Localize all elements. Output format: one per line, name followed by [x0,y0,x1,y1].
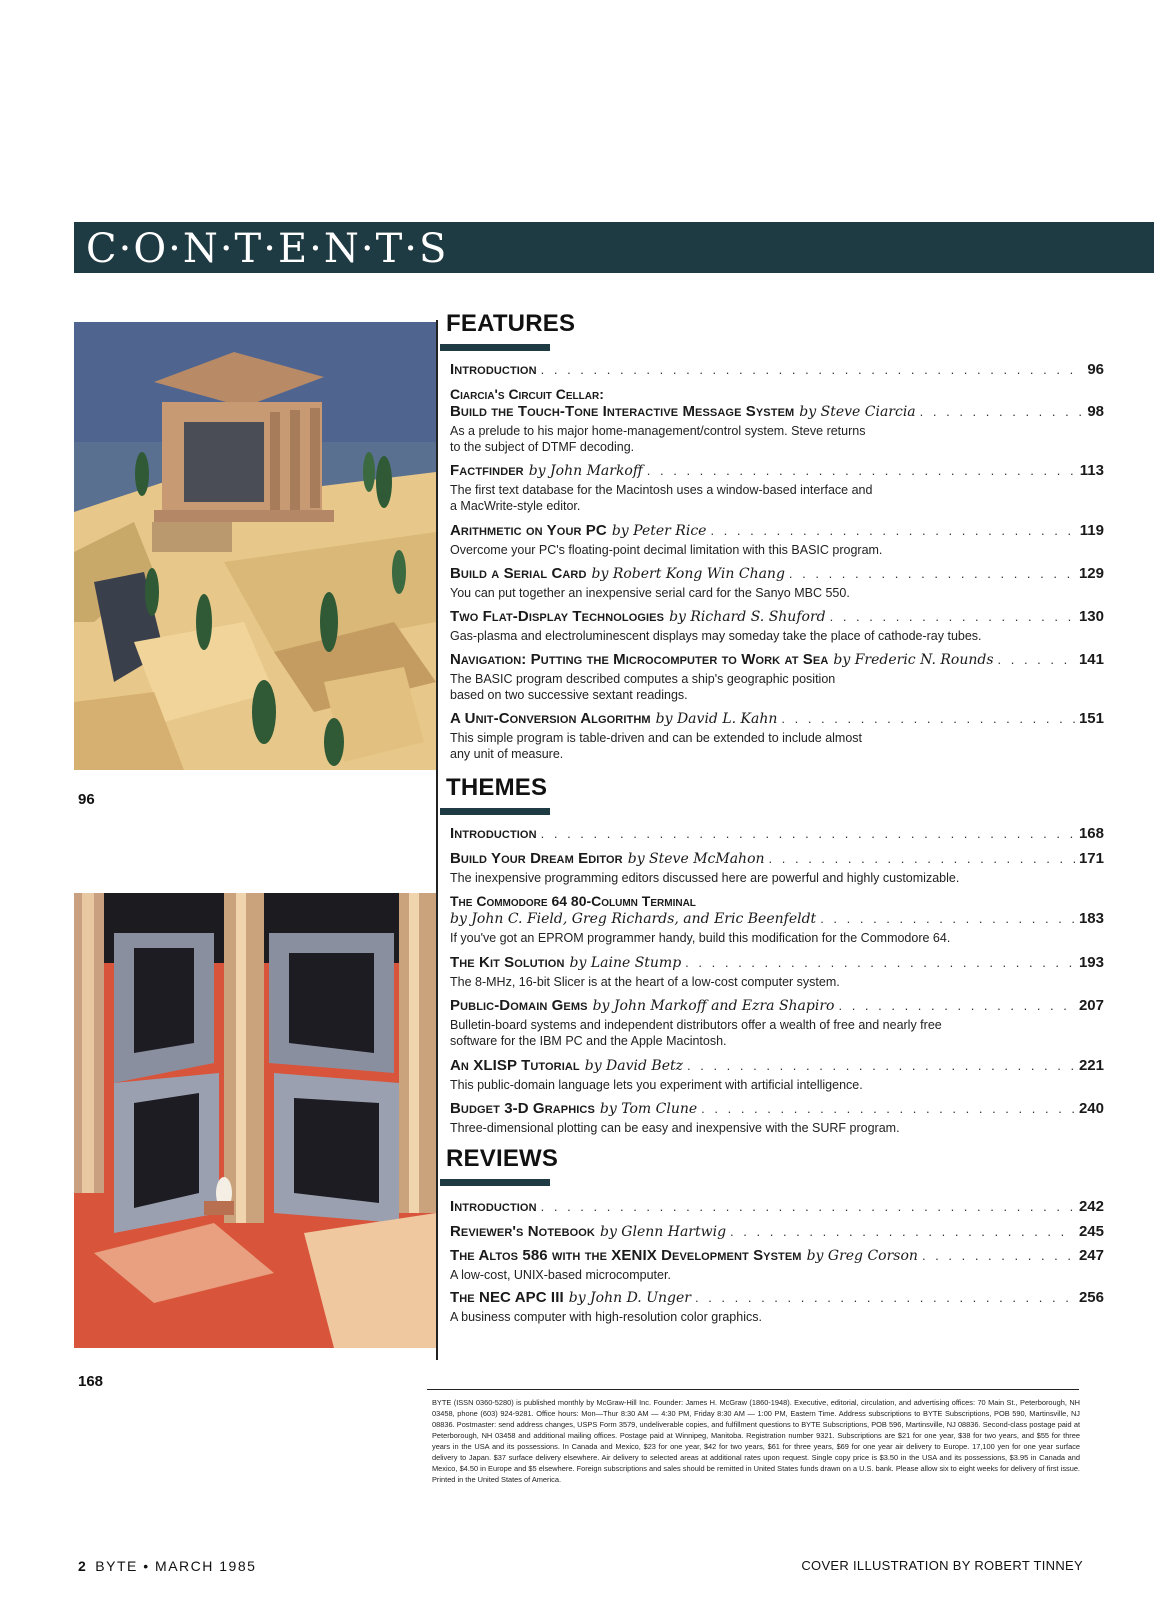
toc-entry[interactable] [450,850,1104,886]
leader-dots [687,1057,1075,1074]
entry-description [450,1120,1104,1136]
entry-page: 183 [1078,910,1104,927]
leader-dots [647,462,1076,479]
entry-description [450,1017,1104,1049]
entry-author: by Robert Kong Win Chang [591,566,785,582]
illustration-caption: 96 [78,791,95,808]
desc-line: This simple program is table-driven and can be extended to include almost [450,731,863,745]
entry-title: The Commodore 64 80-Column Terminal [450,893,696,909]
entry-description [450,1077,1104,1093]
entry-title: Introduction [450,1198,537,1215]
magazine-issue: BYTE • MARCH 1985 [95,1558,257,1574]
entry-page: 193 [1078,954,1104,971]
entry-title: Arithmetic on Your PC [450,522,607,539]
entry-title: Reviewer's Notebook [450,1223,595,1240]
entry-title: Two Flat-Display Technologies [450,608,665,625]
toc-entry[interactable] [450,1223,1104,1241]
desc-line: any unit of measure. [450,747,564,761]
page-footer [78,1558,256,1574]
toc-entry[interactable] [450,386,1104,455]
entry-page: 240 [1078,1100,1104,1117]
desc-line: based on two successive sextant readings. [450,688,688,702]
entry-author: by Steve Ciarcia [799,404,916,420]
leader-dots [998,651,1075,668]
entry-description [450,974,1104,990]
entry-description [450,1309,1104,1325]
entry-page: 247 [1078,1247,1104,1264]
toc-entry[interactable] [450,954,1104,990]
entry-title: Factfinder [450,462,524,479]
entry-column-title: Ciarcia's Circuit Cellar: [450,386,604,402]
entry-title: An XLISP Tutorial [450,1057,580,1074]
entry-title: Introduction [450,361,537,378]
leader-dots [701,1100,1075,1117]
desc-line: If you've got an EPROM programmer handy, build this modification for the Commodore 64. [450,931,951,945]
entry-description [450,585,1104,601]
entry-title: Budget 3-D Graphics [450,1100,595,1117]
section-bar [440,1179,550,1186]
entry-description [450,628,1104,644]
desc-line: As a prelude to his major home-management/control system. Steve returns [450,424,866,438]
entry-page: 96 [1087,361,1104,378]
entry-page: 221 [1078,1057,1104,1074]
entry-page: 168 [1078,825,1104,842]
entry-page: 242 [1078,1198,1104,1215]
contents-banner [74,222,1154,273]
toc-entry[interactable] [450,651,1104,703]
entry-page: 256 [1078,1289,1104,1306]
leader-dots [541,1198,1075,1215]
entry-title: The NEC APC III [450,1289,564,1306]
entry-title: Introduction [450,825,537,842]
entry-page: 98 [1087,403,1104,420]
toc-entry[interactable] [450,1198,1104,1215]
entry-description [450,930,1104,946]
desc-line: You can put together an inexpensive serial card for the Sanyo MBC 550. [450,586,850,600]
page-title: C·O·N·T·E·N·T·S [86,226,449,272]
entry-author: by John D. Unger [568,1290,691,1306]
cover-credit: COVER ILLUSTRATION BY ROBERT TINNEY [801,1558,1083,1573]
entry-description [450,870,1104,886]
desc-line: Bulletin-board systems and independent distributors offer a wealth of free and nearly free [450,1018,942,1032]
leader-dots [922,1247,1075,1264]
toc-entry[interactable] [450,565,1104,601]
toc-entry[interactable] [450,522,1104,558]
entry-page: 171 [1078,850,1104,867]
entry-author: by Peter Rice [611,523,707,539]
entry-page: 151 [1078,710,1104,727]
toc-entry[interactable] [450,1057,1104,1093]
section-reviews [440,1145,1104,1186]
publication-notice: BYTE (ISSN 0360-5280) is published monthly by McGraw-Hill Inc. Founder: James H. McGraw (1860-1948). Executive, editorial, circulation, and advertising offices: 70 Main St., Peterborough, NH 03458, phone (603) 924-9281. Office hours: Mon—Thur 8:30 AM — 4:30 PM, Friday 8:30 AM — 1:00 PM, Eastern Time. Address subscriptions to BYTE Subscriptions, POB 590, Martinsville, NJ 08836. Postmaster: send address changes, USPS Form 3579, undeliverable copies, and fulfillment questions to BYTE Subscriptions, POB 596, Martinsville, NJ 08836. Second-class postage paid at Peterborough, NH 03458 and additional mailing offices. Postage paid at Winnipeg, Manitoba. Registration number 9321. Subscriptions are $21 for one year, $38 for two years, and $55 for three years in the USA and its possessions. In Canada and Mexico, $23 for one year, $42 for two years, $61 for three years, $69 for one year air delivery to Europe. 17,100 yen for one year surface delivery to Japan. $37 surface delivery elsewhere. Air delivery to selected areas at additional rates upon request. Single copy price is $3.50 in the USA and its possessions, $3.95 in Canada and Mexico, $4.50 in Europe and $5 elsewhere. Foreign subscriptions and sales should be remitted in United States funds drawn on a U.S. bank. Please allow six to eight weeks for delivery of first issue. Printed in the United States of America. [432,1398,1080,1484]
leader-dots [541,361,1084,378]
entry-title: The Kit Solution [450,954,565,971]
page-number: 2 [78,1558,88,1574]
desc-line: Gas-plasma and electroluminescent displays may someday take the place of cathode-ray tubes. [450,629,982,643]
desc-line: The inexpensive programming editors discussed here are powerful and highly customizable. [450,871,960,885]
entry-description [450,671,1104,703]
entry-author: by John Markoff and Ezra Shapiro [592,998,835,1014]
entry-description [450,482,1104,514]
desc-line: software for the IBM PC and the Apple Macintosh. [450,1034,727,1048]
desc-line: This public-domain language lets you experiment with artificial intelligence. [450,1078,863,1092]
leader-dots [920,403,1084,420]
entry-author: by Greg Corson [806,1248,918,1264]
entry-author: by Frederic N. Rounds [833,652,994,668]
entry-page: 207 [1078,997,1104,1014]
desc-line: The BASIC program described computes a ship's geographic position [450,672,836,686]
toc-entry[interactable] [450,1289,1104,1325]
toc-entry[interactable] [450,361,1104,378]
illustration-temple [74,322,436,770]
toc-entry[interactable] [450,710,1104,762]
leader-dots [820,910,1075,927]
entry-title: Build a Serial Card [450,565,587,582]
entry-title: The Altos 586 with the XENIX Development System [450,1247,802,1264]
leader-dots [789,565,1075,582]
section-bar [440,808,550,815]
desc-line: A business computer with high-resolution color graphics. [450,1310,762,1324]
desc-line: The first text database for the Macintosh uses a window-based interface and [450,483,873,497]
entry-page: 245 [1078,1223,1104,1240]
leader-dots [769,850,1075,867]
desc-line: to the subject of DTMF decoding. [450,440,635,454]
toc-entry[interactable] [450,462,1104,514]
desc-line: Overcome your PC's floating-point decimal limitation with this BASIC program. [450,543,883,557]
entry-author: by David L. Kahn [655,711,778,727]
entry-author: by John C. Field, Greg Richards, and Eric Beenfeldt [450,911,817,927]
section-title: REVIEWS [446,1145,559,1172]
section-bar [440,344,550,351]
illustration-caption: 168 [78,1373,104,1390]
leader-dots [830,608,1075,625]
entry-author: by Richard S. Shuford [669,609,826,625]
entry-author: by David Betz [584,1058,684,1074]
entry-author: by Laine Stump [569,955,682,971]
toc-entry[interactable] [450,997,1104,1049]
leader-dots [710,522,1075,539]
entry-author: by Steve McMahon [627,851,765,867]
entry-title: A Unit-Conversion Algorithm [450,710,651,727]
desc-line: Three-dimensional plotting can be easy and inexpensive with the SURF program. [450,1121,900,1135]
toc-entry[interactable] [450,1247,1104,1283]
entry-description [450,730,1104,762]
entry-page: 113 [1079,462,1104,479]
entry-description [450,542,1104,558]
leader-dots [695,1289,1075,1306]
section-themes [440,774,1104,815]
toc-entry[interactable] [450,893,1104,946]
leader-dots [685,954,1075,971]
illustration-columns [74,893,436,1348]
entry-page: 129 [1078,565,1104,582]
desc-line: The 8-MHz, 16-bit Slicer is at the heart of a low-cost computer system. [450,975,840,989]
entry-author: by John Markoff [528,463,643,479]
entry-title: Build Your Dream Editor [450,850,623,867]
entry-page: 130 [1078,608,1104,625]
entry-description [450,1267,1104,1283]
leader-dots [838,997,1075,1014]
desc-line: a MacWrite-style editor. [450,499,581,513]
entry-description [450,423,1104,455]
section-title: THEMES [446,774,548,801]
section-features [440,310,1104,351]
entry-author: by Tom Clune [599,1101,698,1117]
section-title: FEATURES [446,310,576,337]
entry-title: Build the Touch-Tone Interactive Message System [450,403,795,420]
leader-dots [730,1223,1075,1240]
leader-dots [541,825,1075,842]
entry-page: 119 [1079,522,1104,539]
leader-dots [781,710,1075,727]
toc-entry[interactable] [450,825,1104,842]
toc-entry[interactable] [450,608,1104,644]
legal-divider [427,1389,1079,1390]
entry-author: by Glenn Hartwig [599,1224,727,1240]
desc-line: A low-cost, UNIX-based microcomputer. [450,1268,671,1282]
toc-entry[interactable] [450,1100,1104,1136]
entry-title: Navigation: Putting the Microcomputer to Work at Sea [450,651,829,668]
entry-page: 141 [1078,651,1104,668]
entry-title: Public-Domain Gems [450,997,588,1014]
